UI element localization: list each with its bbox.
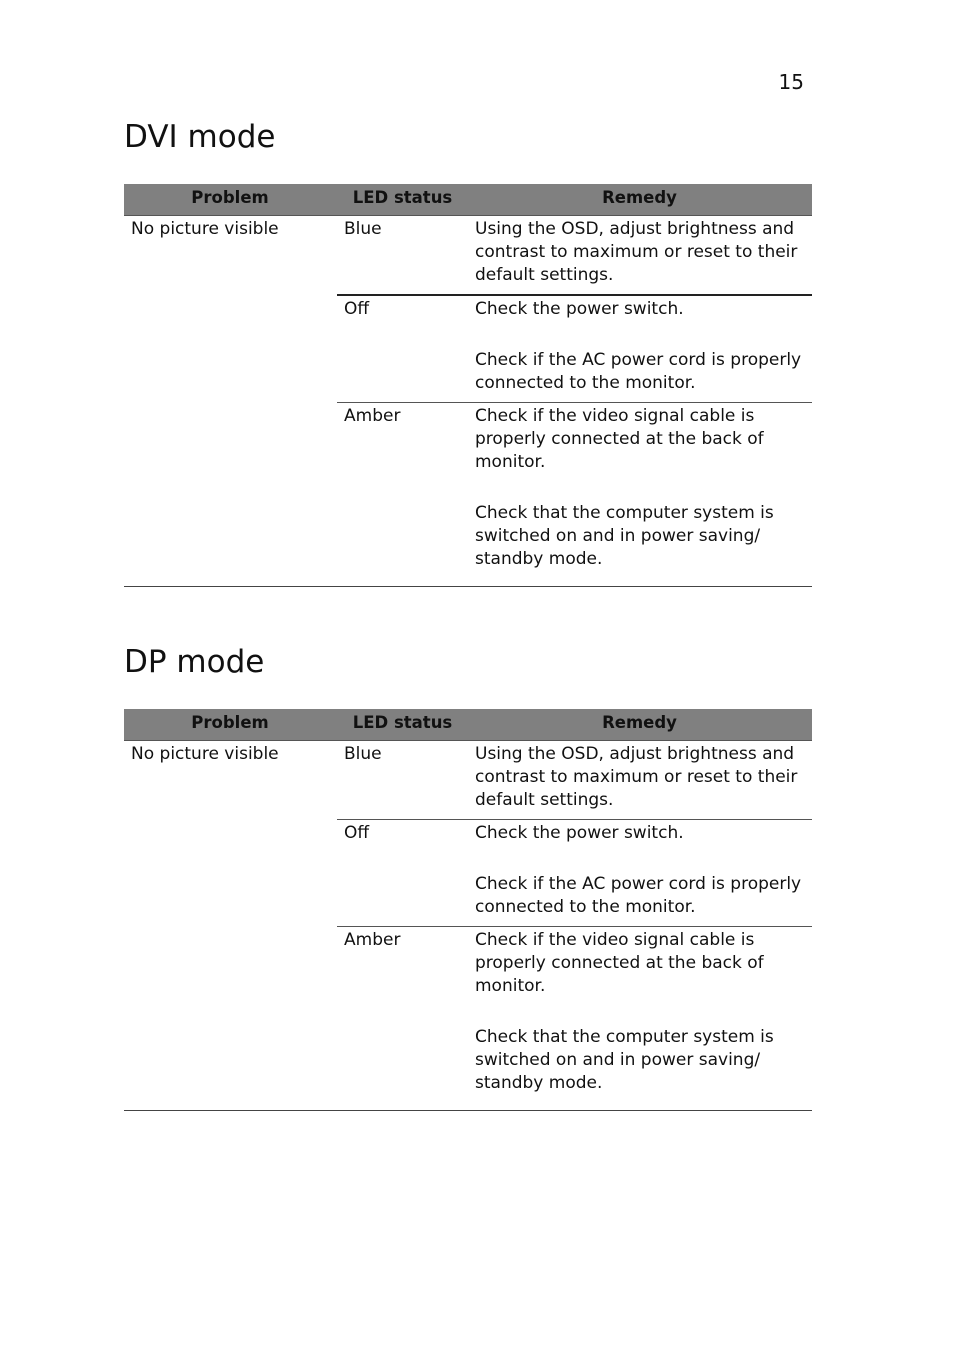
remedy-line: Check the power switch. bbox=[475, 299, 684, 319]
remedy-line: contrast to maximum or reset to their bbox=[475, 767, 798, 787]
remedy-line: default settings. bbox=[475, 790, 614, 810]
table-row-amber bbox=[337, 926, 812, 1102]
remedy-cell bbox=[475, 927, 810, 1102]
led-status-cell: Blue bbox=[344, 219, 382, 239]
remedy-line: monitor. bbox=[475, 452, 546, 472]
table-row-blue bbox=[337, 216, 812, 294]
remedy-cell bbox=[475, 296, 810, 402]
remedy-line: Check the power switch. bbox=[475, 823, 684, 843]
paragraph-gap bbox=[475, 998, 810, 1026]
remedy-line: Check if the AC power cord is properly bbox=[475, 874, 802, 894]
remedy-line: contrast to maximum or reset to their bbox=[475, 242, 798, 262]
problem-cell: No picture visible bbox=[131, 744, 279, 764]
remedy-line: switched on and in power saving/ bbox=[475, 1050, 761, 1070]
paragraph-gap bbox=[475, 321, 810, 349]
led-status-cell: Amber bbox=[344, 930, 401, 950]
remedy-line: Check that the computer system is bbox=[475, 503, 774, 523]
remedy-line: Using the OSD, adjust brightness and bbox=[475, 219, 795, 239]
remedy-line: default settings. bbox=[475, 265, 614, 285]
remedy-cell bbox=[475, 820, 810, 926]
led-status-cell: Off bbox=[344, 823, 370, 843]
remedy-line: Using the OSD, adjust brightness and bbox=[475, 744, 795, 764]
led-status-cell: Blue bbox=[344, 744, 382, 764]
table-row-blue bbox=[337, 741, 812, 819]
remedy-line: switched on and in power saving/ bbox=[475, 526, 761, 546]
remedy-line: standby mode. bbox=[475, 549, 603, 569]
table-row-off bbox=[337, 819, 812, 926]
remedy-line: monitor. bbox=[475, 976, 546, 996]
remedy-cell bbox=[475, 741, 810, 819]
table-body bbox=[124, 216, 812, 587]
led-status-cell: Amber bbox=[344, 406, 401, 426]
problem-cell: No picture visible bbox=[131, 219, 279, 239]
header-remedy: Remedy bbox=[602, 188, 677, 207]
paragraph-gap bbox=[475, 474, 810, 502]
remedy-line: properly connected at the back of bbox=[475, 429, 764, 449]
header-led-status: LED status bbox=[352, 713, 453, 732]
remedy-line: properly connected at the back of bbox=[475, 953, 764, 973]
remedy-cell bbox=[475, 403, 810, 578]
remedy-line: Check if the AC power cord is properly bbox=[475, 350, 802, 370]
remedy-line: standby mode. bbox=[475, 1073, 603, 1093]
troubleshooting-table-dp bbox=[124, 709, 812, 1111]
led-status-cell: Off bbox=[344, 299, 370, 319]
remedy-line: Check if the video signal cable is bbox=[475, 406, 755, 426]
header-problem: Problem bbox=[191, 713, 269, 732]
header-problem: Problem bbox=[191, 188, 269, 207]
remedy-line: connected to the monitor. bbox=[475, 897, 696, 917]
remedy-line: connected to the monitor. bbox=[475, 373, 696, 393]
remedy-line: Check that the computer system is bbox=[475, 1027, 774, 1047]
section-title: DVI mode bbox=[124, 119, 276, 155]
remedy-cell bbox=[475, 216, 810, 294]
troubleshooting-table-dvi bbox=[124, 184, 812, 587]
table-header-row bbox=[124, 184, 812, 216]
paragraph-gap bbox=[475, 845, 810, 873]
header-led-status: LED status bbox=[352, 188, 453, 207]
section-title: DP mode bbox=[124, 644, 265, 680]
remedy-line: Check if the video signal cable is bbox=[475, 930, 755, 950]
page-number: 15 bbox=[778, 70, 804, 94]
table-body bbox=[124, 741, 812, 1111]
table-row-amber bbox=[337, 402, 812, 578]
header-remedy: Remedy bbox=[602, 713, 677, 732]
table-row-off bbox=[337, 294, 812, 402]
table-header-row bbox=[124, 709, 812, 741]
